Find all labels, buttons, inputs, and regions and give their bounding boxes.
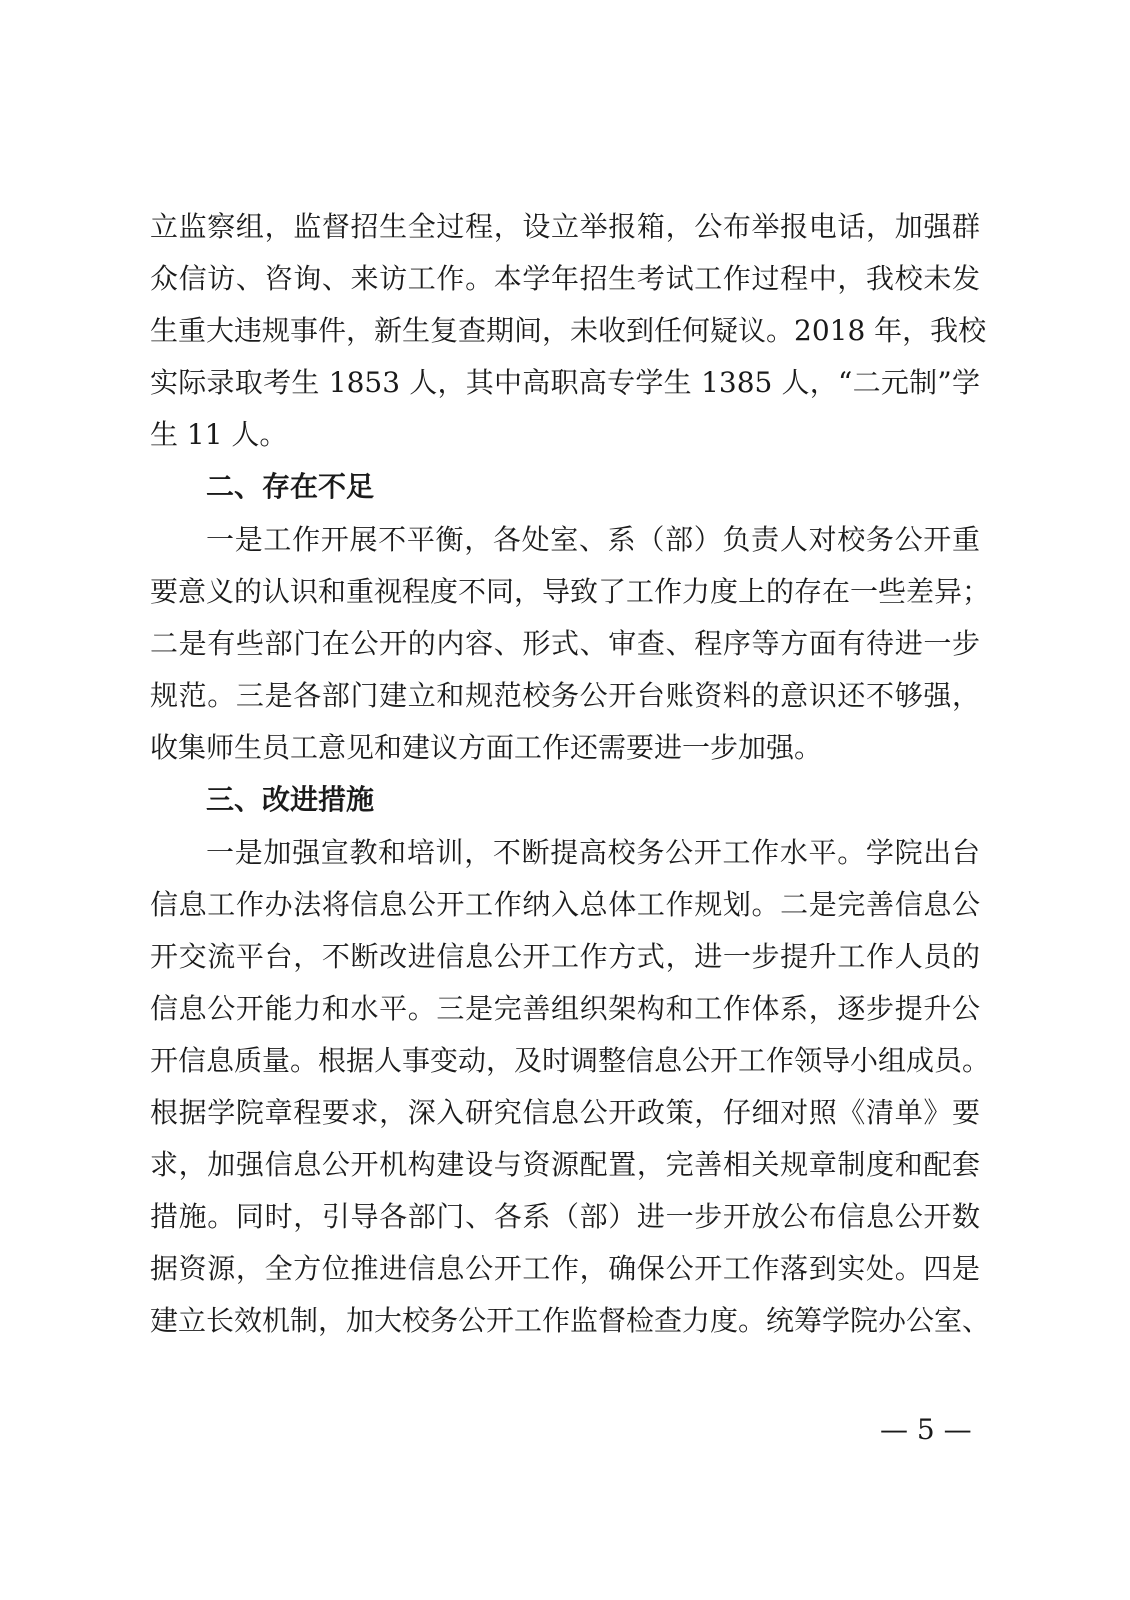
- paragraph-line: 生 11 人。: [150, 418, 288, 451]
- paragraph-line: 信息工作办法将信息公开工作纳入总体工作规划。二是完善信息公: [150, 888, 980, 921]
- paragraph-line: 规范。三是各部门建立和规范校务公开台账资料的意识还不够强，: [150, 679, 980, 712]
- page-number: — 5 —: [880, 1413, 972, 1446]
- paragraph-line: 一是加强宣教和培训，不断提高校务公开工作水平。学院出台: [206, 836, 980, 869]
- paragraph-line: 信息公开能力和水平。三是完善组织架构和工作体系，逐步提升公: [150, 992, 980, 1025]
- paragraph-line: 开交流平台，不断改进信息公开工作方式，进一步提升工作人员的: [150, 940, 980, 973]
- paragraph-line: 一是工作开展不平衡，各处室、系（部）负责人对校务公开重: [206, 523, 980, 556]
- paragraph-line: 收集师生员工意见和建议方面工作还需要进一步加强。: [150, 731, 823, 764]
- paragraph-line: 措施。同时，引导各部门、各系（部）进一步开放公布信息公开数: [150, 1200, 980, 1233]
- paragraph-line: 众信访、咨询、来访工作。本学年招生考试工作过程中，我校未发: [150, 262, 980, 295]
- paragraph-line: 要意义的认识和重视程度不同，导致了工作力度上的存在一些差异；: [150, 575, 991, 608]
- section-heading: 二、存在不足: [206, 470, 375, 503]
- paragraph-line: 立监察组，监督招生全过程，设立举报箱，公布举报电话，加强群: [150, 210, 980, 243]
- paragraph-line: 根据学院章程要求，深入研究信息公开政策，仔细对照《清单》要: [150, 1096, 980, 1129]
- section-heading: 三、改进措施: [206, 783, 375, 816]
- paragraph-line: 建立长效机制，加大校务公开工作监督检查力度。统筹学院办公室、: [150, 1304, 991, 1337]
- paragraph-line: 据资源，全方位推进信息公开工作，确保公开工作落到实处。四是: [150, 1252, 980, 1285]
- paragraph-line: 实际录取考生 1853 人，其中高职高专学生 1385 人，“二元制”学: [150, 366, 980, 399]
- paragraph-line: 开信息质量。根据人事变动，及时调整信息公开工作领导小组成员。: [150, 1044, 991, 1077]
- paragraph-line: 求，加强信息公开机构建设与资源配置，完善相关规章制度和配套: [150, 1148, 980, 1181]
- paragraph-line: 二是有些部门在公开的内容、形式、审查、程序等方面有待进一步: [150, 627, 980, 660]
- paragraph-line: 生重大违规事件，新生复查期间，未收到任何疑议。2018 年，我校: [150, 314, 987, 347]
